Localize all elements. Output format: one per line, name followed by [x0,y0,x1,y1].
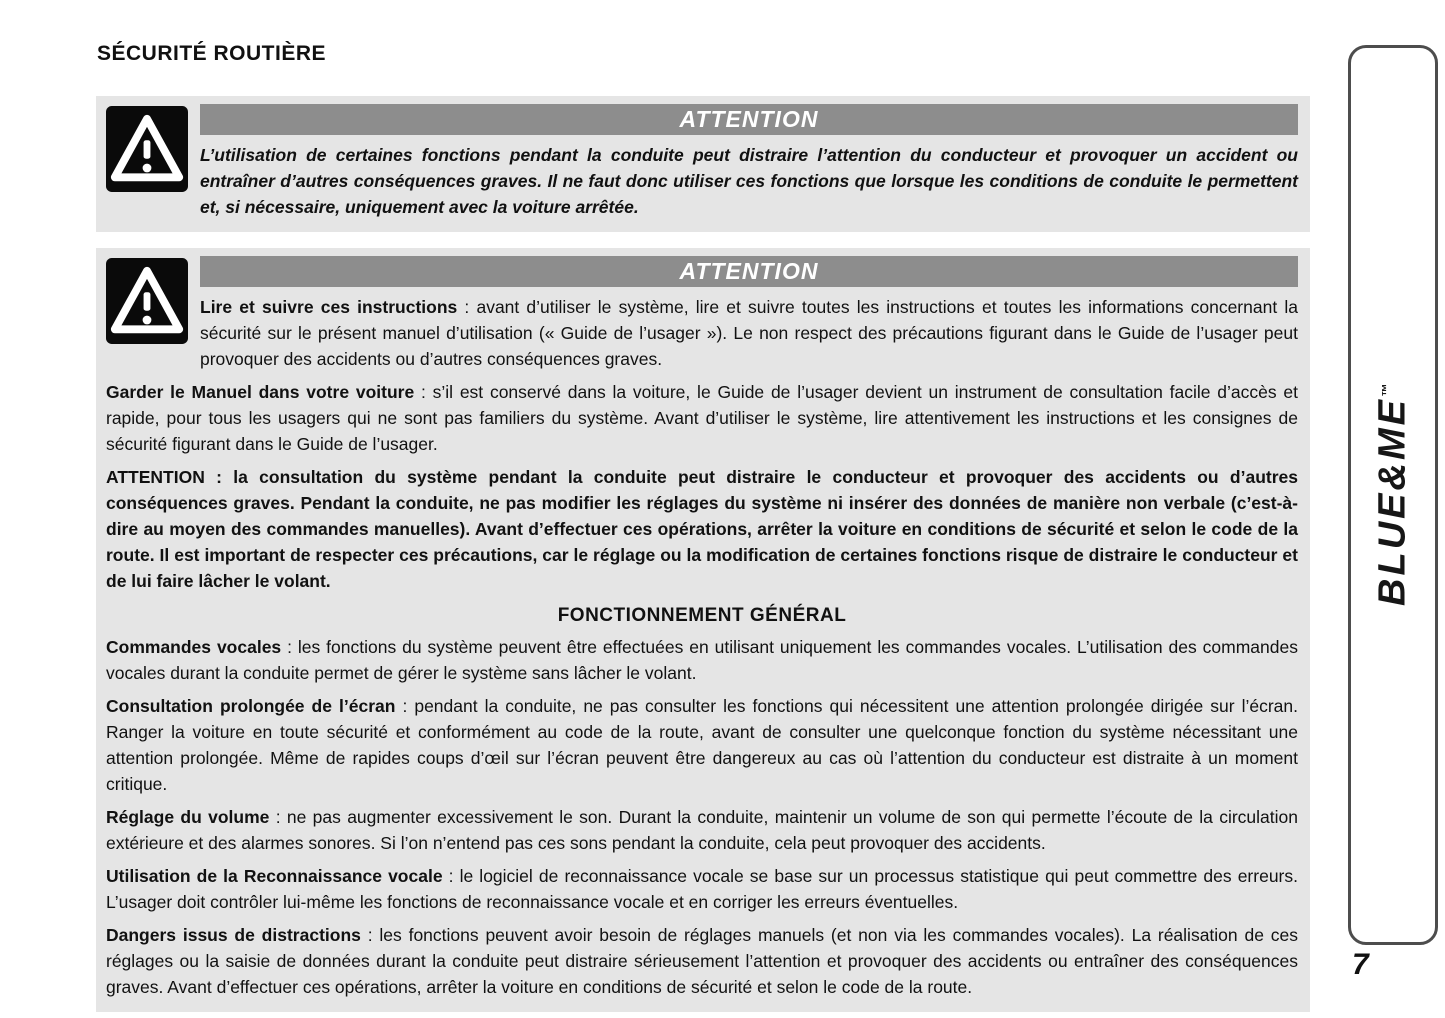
paragraph-lead: Réglage du volume [106,807,270,827]
paragraph-text: : les fonctions peuvent avoir besoin de réglages manuels (et non via les commandes vocales). La réalisation de ces réglages ou la saisie de données durant la conduite peut distraire sérieusement l’attention et provoquer des accidents ou entraîner des conséquences graves. Avant d’effectuer ces opérations, arrêter la voiture en conditions de sécurité et selon le code de la route. [106,925,1298,997]
paragraph-reglage-volume [106,804,1298,856]
paragraph-lead: Commandes vocales [106,637,282,657]
paragraph-text: : les fonctions du système peuvent être effectuées en utilisant uniquement les commandes vocales. L’utilisation des commandes vocales durant la conduite permet de gérer le système sans lâcher le volant. [106,637,1298,683]
warning-box-instructions [96,248,1310,1012]
paragraph-lead: Utilisation de la Reconnaissance vocale [106,866,443,886]
paragraph-consultation-ecran [106,693,1298,797]
sidebar-tab [1348,45,1438,945]
paragraph-lead: Garder le Manuel dans votre voiture [106,382,415,402]
page-title: SÉCURITÉ ROUTIÈRE [97,42,327,65]
warning-body-text: L’utilisation de certaines fonctions pendant la conduite peut distraire l’attention du conducteur et provoquer un accident ou entraîner d’autres conséquences graves. Il ne faut donc utiliser ces fonctions que lorsque les conditions de conduite le permettent et, si nécessaire, uniquement avec la voiture arrêtée. [200,145,1298,217]
section-heading-fonctionnement: FONCTIONNEMENT GÉNÉRAL [557,605,847,626]
paragraph-text: : ne pas augmenter excessivement le son. Durant la conduite, maintenir un volume de son qui permette l’écoute de la circulation extérieure et des alarmes sonores. Si l’on n’entend pas ces sons pendant la conduite, cela peut provoquer des accidents. [106,807,1299,853]
paragraph-garder-manuel [106,379,1298,457]
brand-text: BLUE&ME [1371,397,1414,606]
paragraph-commandes-vocales [106,634,1298,686]
page-number: 7 [1352,948,1369,981]
paragraph-text: : s’il est conservé dans la voiture, le Guide de l’usager devient un instrument de consultation facile d’accès et rapide, pour tous les usagers qui ne sont pas familiers du système. Avant d’utiliser le système, lire attentivement les instructions et les consignes de sécurité figurant dans le Guide de l’usager. [106,382,1298,454]
trademark-symbol: ™ [1378,384,1394,398]
paragraph-text: : pendant la conduite, ne pas consulter les fonctions qui nécessitent une attention prolongée dirigée sur l’écran. Ranger la voiture en toute sécurité et conformément au code de la route, avant de consulter une quelconque fonction du système nécessitant une attention prolongée. Même de rapides coups d’œil sur l’écran peuvent être dangereux au cas où l’attention du conducteur est distraite à un moment critique. [106,696,1298,794]
paragraph-text: : le logiciel de reconnaissance vocale se base sur un processus statistique qui peut commettre des erreurs. L’usager doit contrôler lui-même les fonctions de reconnaissance vocale et en corriger les erreurs éventuelles. [106,866,1298,912]
attention-header: ATTENTION [200,104,1298,135]
paragraph-lead: Consultation prolongée de l’écran [106,696,396,716]
paragraph-dangers-distractions [106,922,1298,1000]
attention-header: ATTENTION [200,256,1298,287]
paragraph-lire-instructions [106,294,1298,372]
brand-blue-and-me [1372,384,1415,606]
paragraph-lead: Lire et suivre ces instructions [200,297,458,317]
warning-box-driving-distraction [96,96,1310,232]
paragraph-lead: Dangers issus de distractions [106,925,361,945]
paragraph-text: : avant d’utiliser le système, lire et suivre toutes les instructions et toutes les informations concernant la sécurité sur le présent manuel d’utilisation (« Guide de l’usager »). Le non respect des précautions figurant dans le Guide de l’usager peut provoquer des accidents ou d’autres conséquences graves. [200,297,1298,369]
paragraph-attention-bold: ATTENTION : la consultation du système pendant la conduite peut distraire le conducteur et provoquer des accidents ou d’autres conséquences graves. Pendant la conduite, ne pas modifier les réglages du système ni insérer des données de manière non verbale (c’est-à-dire au moyen des commandes manuelles). Avant d’effectuer ces opérations, arrêter la voiture en conditions de sécurité et selon le code de la route. Il est important de respecter ces précautions, car le réglage ou la modification de certaines fonctions risque de distraire le conducteur et de lui faire lâcher le volant. [106,467,1298,591]
paragraph-reconnaissance-vocale [106,863,1298,915]
warning-triangle-icon [106,258,188,344]
warning-triangle-icon [106,106,188,192]
